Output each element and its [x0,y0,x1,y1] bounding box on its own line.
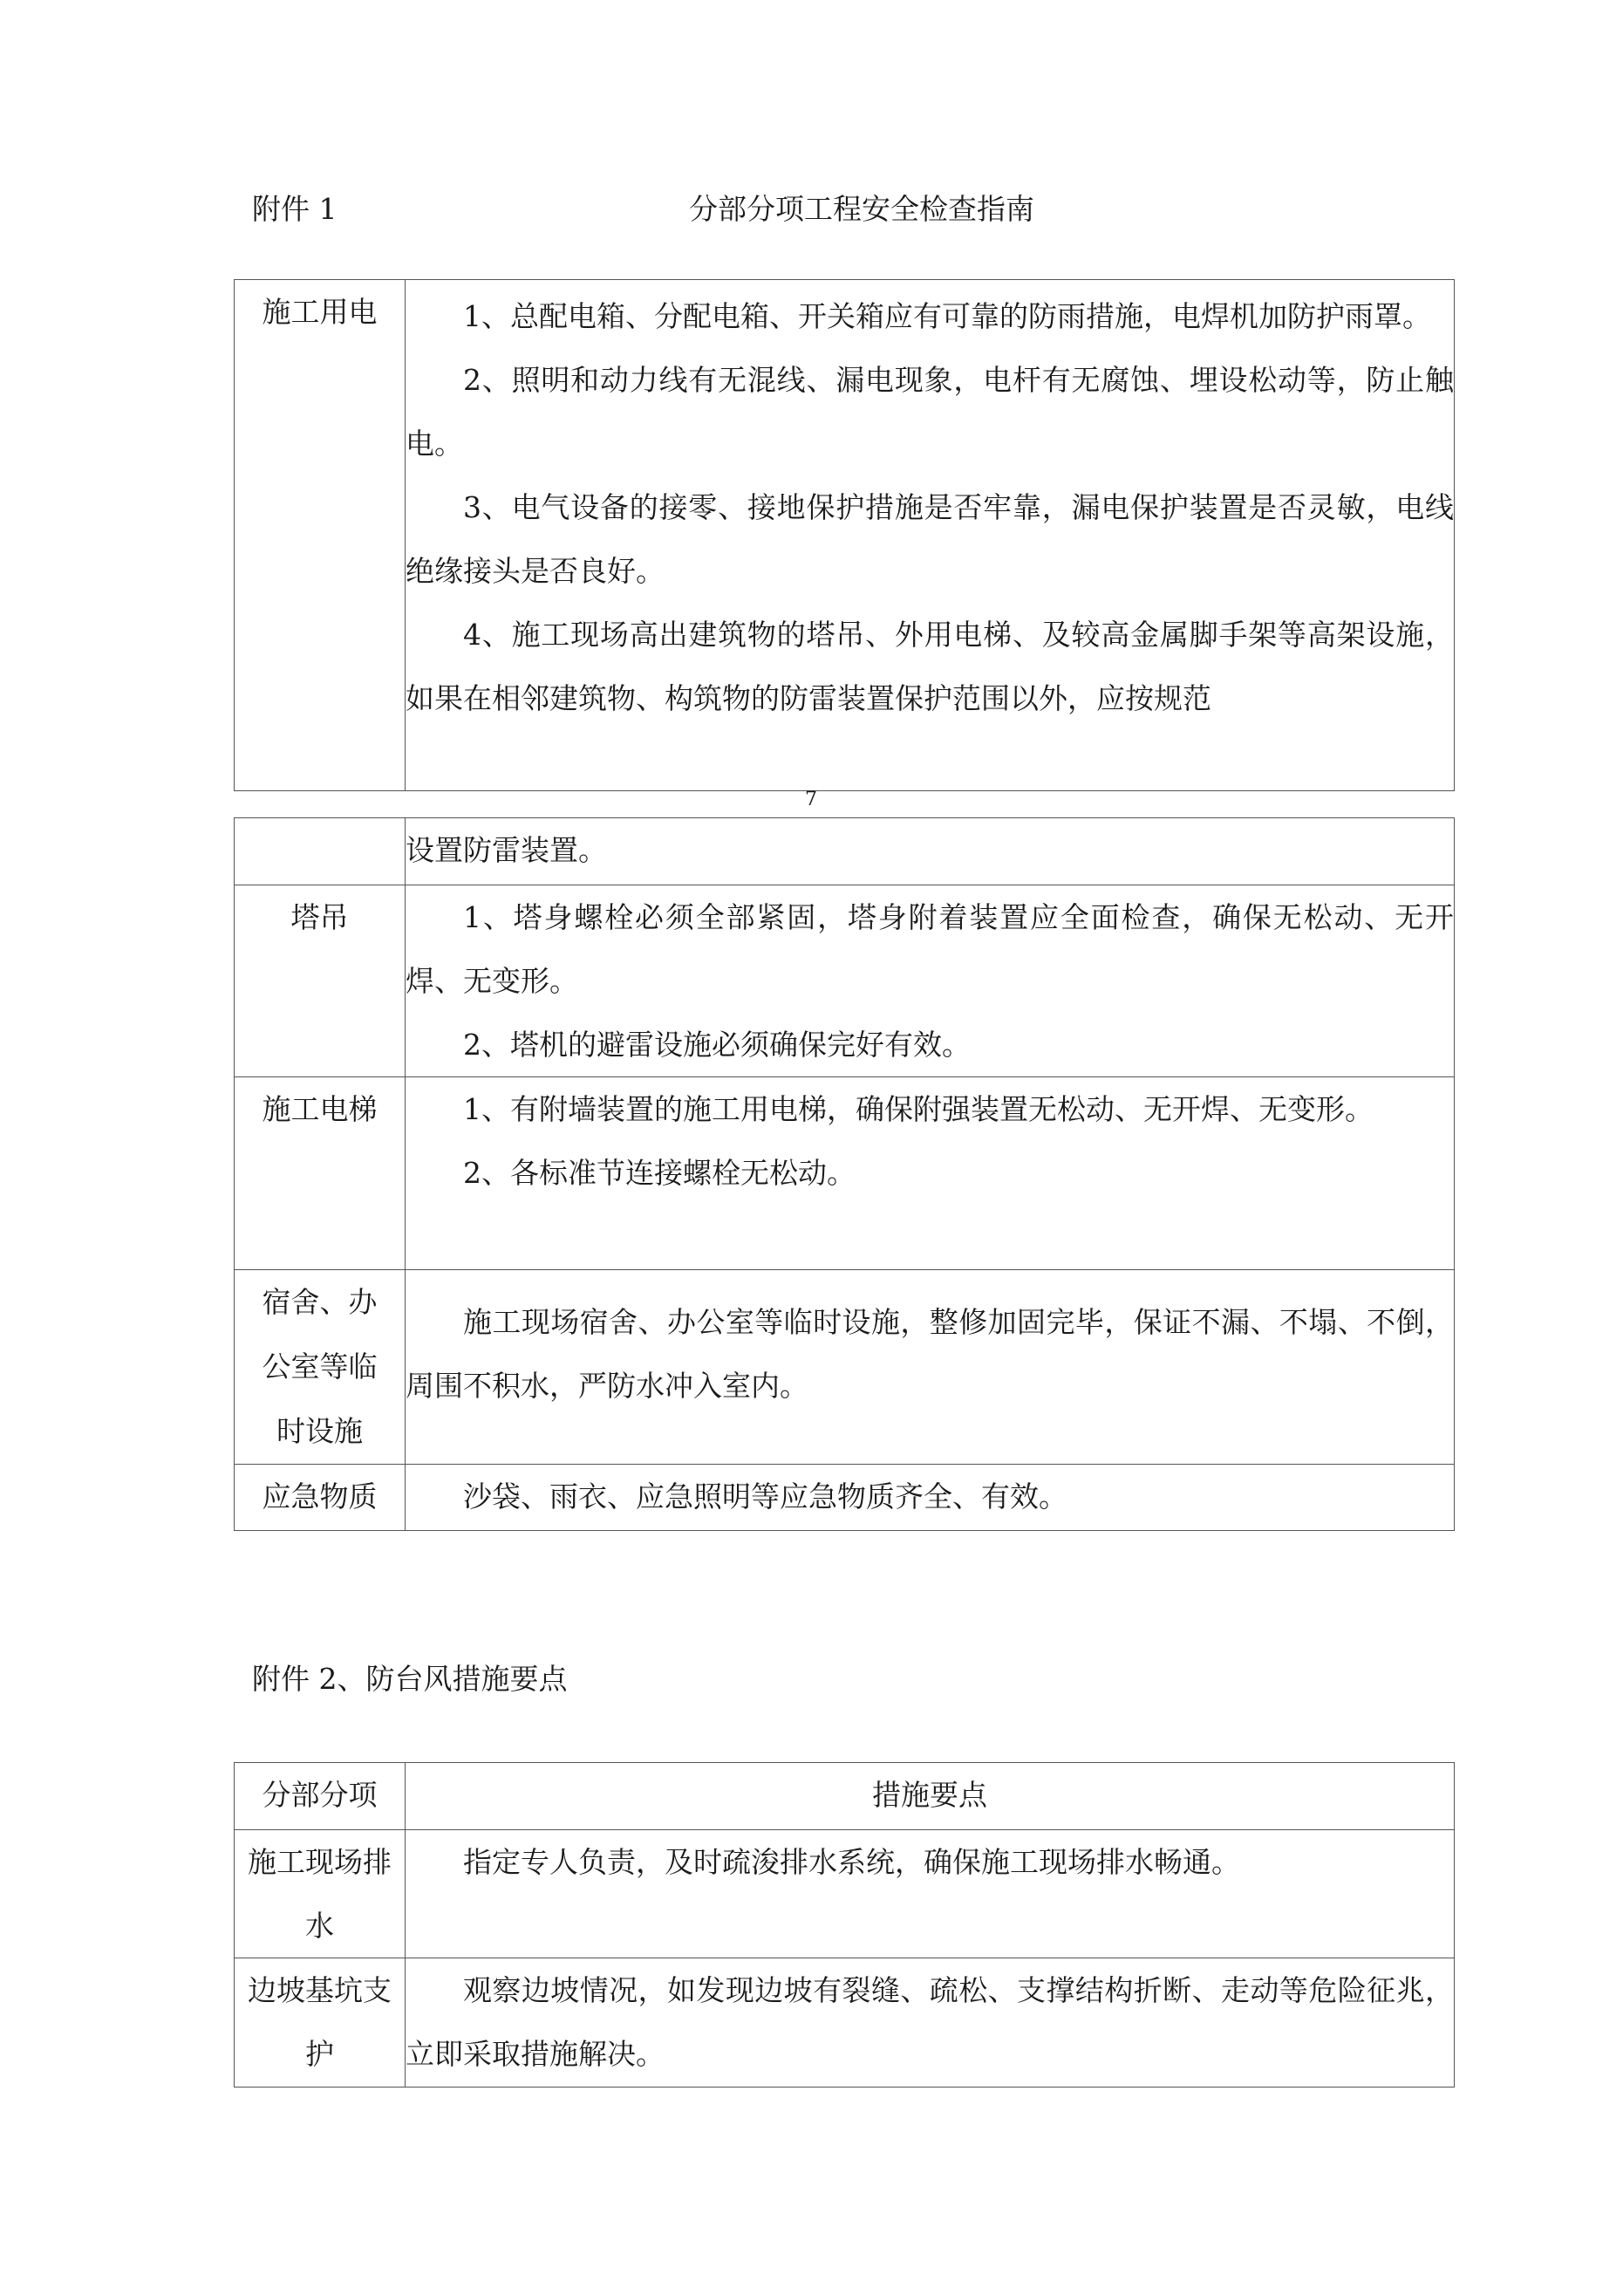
row-content-slope-support [406,1958,1455,2088]
list-item: 2、各标准节连接螺栓无松动。 [463,1156,856,1190]
table-row [235,280,1455,791]
attachment-label: 附件 1 [252,192,338,226]
table-row [235,1958,1455,2088]
row-label-emergency-supplies: 应急物质 [235,1465,406,1531]
row-label-tower-crane: 塔吊 [235,885,406,1077]
list-item: 2、塔机的避雷设施必须确保完好有效。 [463,1028,971,1062]
list-item: 沙袋、雨衣、应急照明等应急物质齐全、有效。 [463,1479,1067,1514]
list-item: 1、塔身螺栓必须全部紧固，塔身附着装置应全面检查，确保无松动、无开焊、无变形。 [406,900,1454,998]
table-row [235,1465,1455,1531]
list-item: 1、有附墙装置的施工用电梯，确保附强装置无松动、无开焊、无变形。 [463,1092,1374,1126]
row-label-temporary-facilities: 宿舍、办 公室等临 时设施 [235,1270,406,1465]
row-label-slope-support: 边坡基坑支 护 [235,1958,406,2088]
list-item: 2、照明和动力线有无混线、漏电现象，电杆有无腐蚀、埋设松动等，防止触电。 [406,363,1454,461]
list-item: 施工现场宿舍、办公室等临时设施，整修加固完毕，保证不漏、不塌、不倒，周围不积水，严防水冲入室内。 [406,1305,1454,1403]
list-item: 观察边坡情况，如发现边坡有裂缝、疏松、支撑结构折断、走动等危险征兆，立即采取措施解决。 [406,1973,1454,2071]
list-item: 1、总配电箱、分配电箱、开关箱应有可靠的防雨措施，电焊机加防护雨罩。 [463,299,1431,333]
row-content-site-drainage [406,1830,1455,1958]
row-content-emergency-supplies [406,1465,1455,1531]
table-row [235,1077,1455,1270]
typhoon-measures-table [234,1762,1455,2088]
section2-title: 附件 2、防台风措施要点 [252,1662,568,1696]
continuation-text-cell [406,818,1455,885]
row-label-construction-elevator: 施工电梯 [235,1077,406,1270]
page-number: 7 [805,789,817,810]
row-label-site-drainage: 施工现场排 水 [235,1830,406,1958]
table-row [235,885,1455,1077]
table-header-row [235,1763,1455,1830]
table-row [235,818,1455,885]
document-title: 分部分项工程安全检查指南 [689,192,1034,226]
table-row [235,1830,1455,1958]
column-header-measures: 措施要点 [406,1763,1455,1830]
continuation-text: 设置防雷装置。 [406,833,607,867]
row-content-temporary-facilities [406,1270,1455,1465]
list-item: 4、施工现场高出建筑物的塔吊、外用电梯、及较高金属脚手架等高架设施，如果在相邻建筑物、构筑物的防雷装置保护范围以外，应按规范 [406,618,1454,715]
list-item: 指定专人负责，及时疏浚排水系统，确保施工现场排水畅通。 [463,1845,1240,1879]
safety-check-table-part2 [234,817,1455,1531]
row-content-tower-crane [406,885,1455,1077]
row-label-empty [235,818,406,885]
row-content-electricity [406,280,1455,791]
list-item: 3、电气设备的接零、接地保护措施是否牢靠，漏电保护装置是否灵敏，电线绝缘接头是否良好。 [406,490,1454,588]
safety-check-table-part1 [234,279,1455,791]
row-label-electricity: 施工用电 [235,280,406,791]
row-content-construction-elevator [406,1077,1455,1270]
column-header-category: 分部分项 [235,1763,406,1830]
table-row [235,1270,1455,1465]
